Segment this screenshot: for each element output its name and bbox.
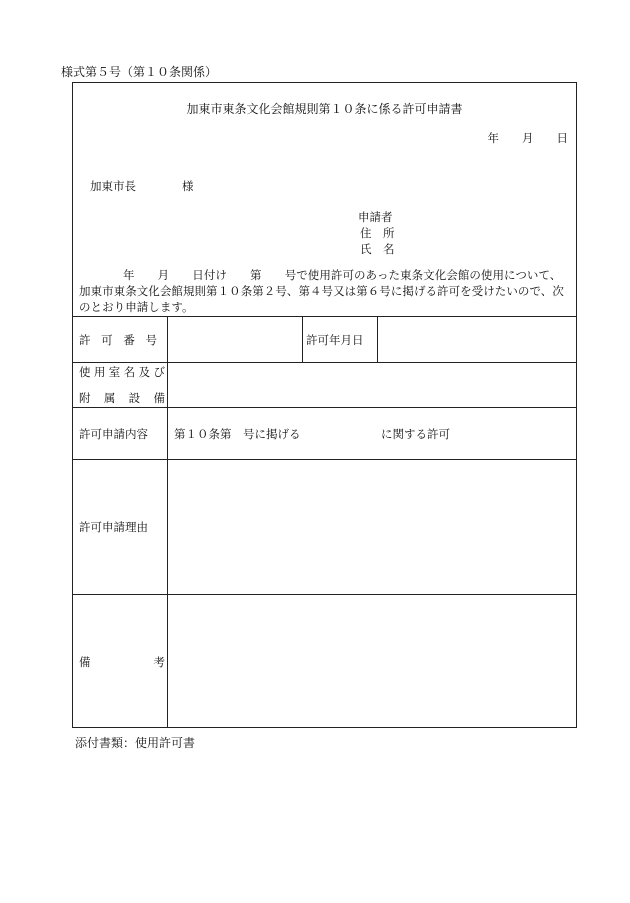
request-reason-label: 許可申請理由 <box>79 520 148 534</box>
date-line: 年 月 日 <box>487 131 568 145</box>
permit-number-field[interactable] <box>168 317 302 362</box>
addressee: 加東市長 様 <box>90 179 194 193</box>
form-code: 様式第５号（第１０条関係） <box>61 65 218 79</box>
form-title: 加東市東条文化会館規則第１０条に係る許可申請書 <box>186 102 463 116</box>
request-statement: 年 月 日付け 第 号で使用許可のあった東条文化会館の使用について、加東市東条文化会館規則第１０条第２号、第４号又は第６号に掲げる許可を受けたいので、次のとおり申請します。 <box>79 268 564 314</box>
room-label-line2: 附 属 設 備 <box>79 391 165 405</box>
permit-number-label: 許 可 番 号 <box>79 332 157 347</box>
request-reason-field[interactable] <box>168 460 577 594</box>
applicant-heading: 申請者 <box>358 210 393 224</box>
room-and-equipment-label <box>79 363 165 407</box>
applicant-block <box>358 209 395 257</box>
application-form <box>72 82 577 728</box>
remarks-label: 備 考 <box>79 655 165 669</box>
request-content-label: 許可申請内容 <box>79 426 148 441</box>
remarks-field[interactable] <box>168 595 577 728</box>
permit-date-field[interactable] <box>378 317 577 362</box>
attachment-note: 添付書類：使用許可書 <box>75 736 196 750</box>
address-label: 住 所 <box>360 226 395 240</box>
permit-date-label: 許可年月日 <box>306 332 364 347</box>
room-label-line1: 使 用 室 名 及 び <box>79 365 165 379</box>
name-label: 氏 名 <box>360 242 395 256</box>
request-content-value: 第１０条第 号に掲げる に関する許可 <box>174 426 450 441</box>
room-and-equipment-field[interactable] <box>168 363 577 407</box>
column-divider <box>302 316 303 362</box>
